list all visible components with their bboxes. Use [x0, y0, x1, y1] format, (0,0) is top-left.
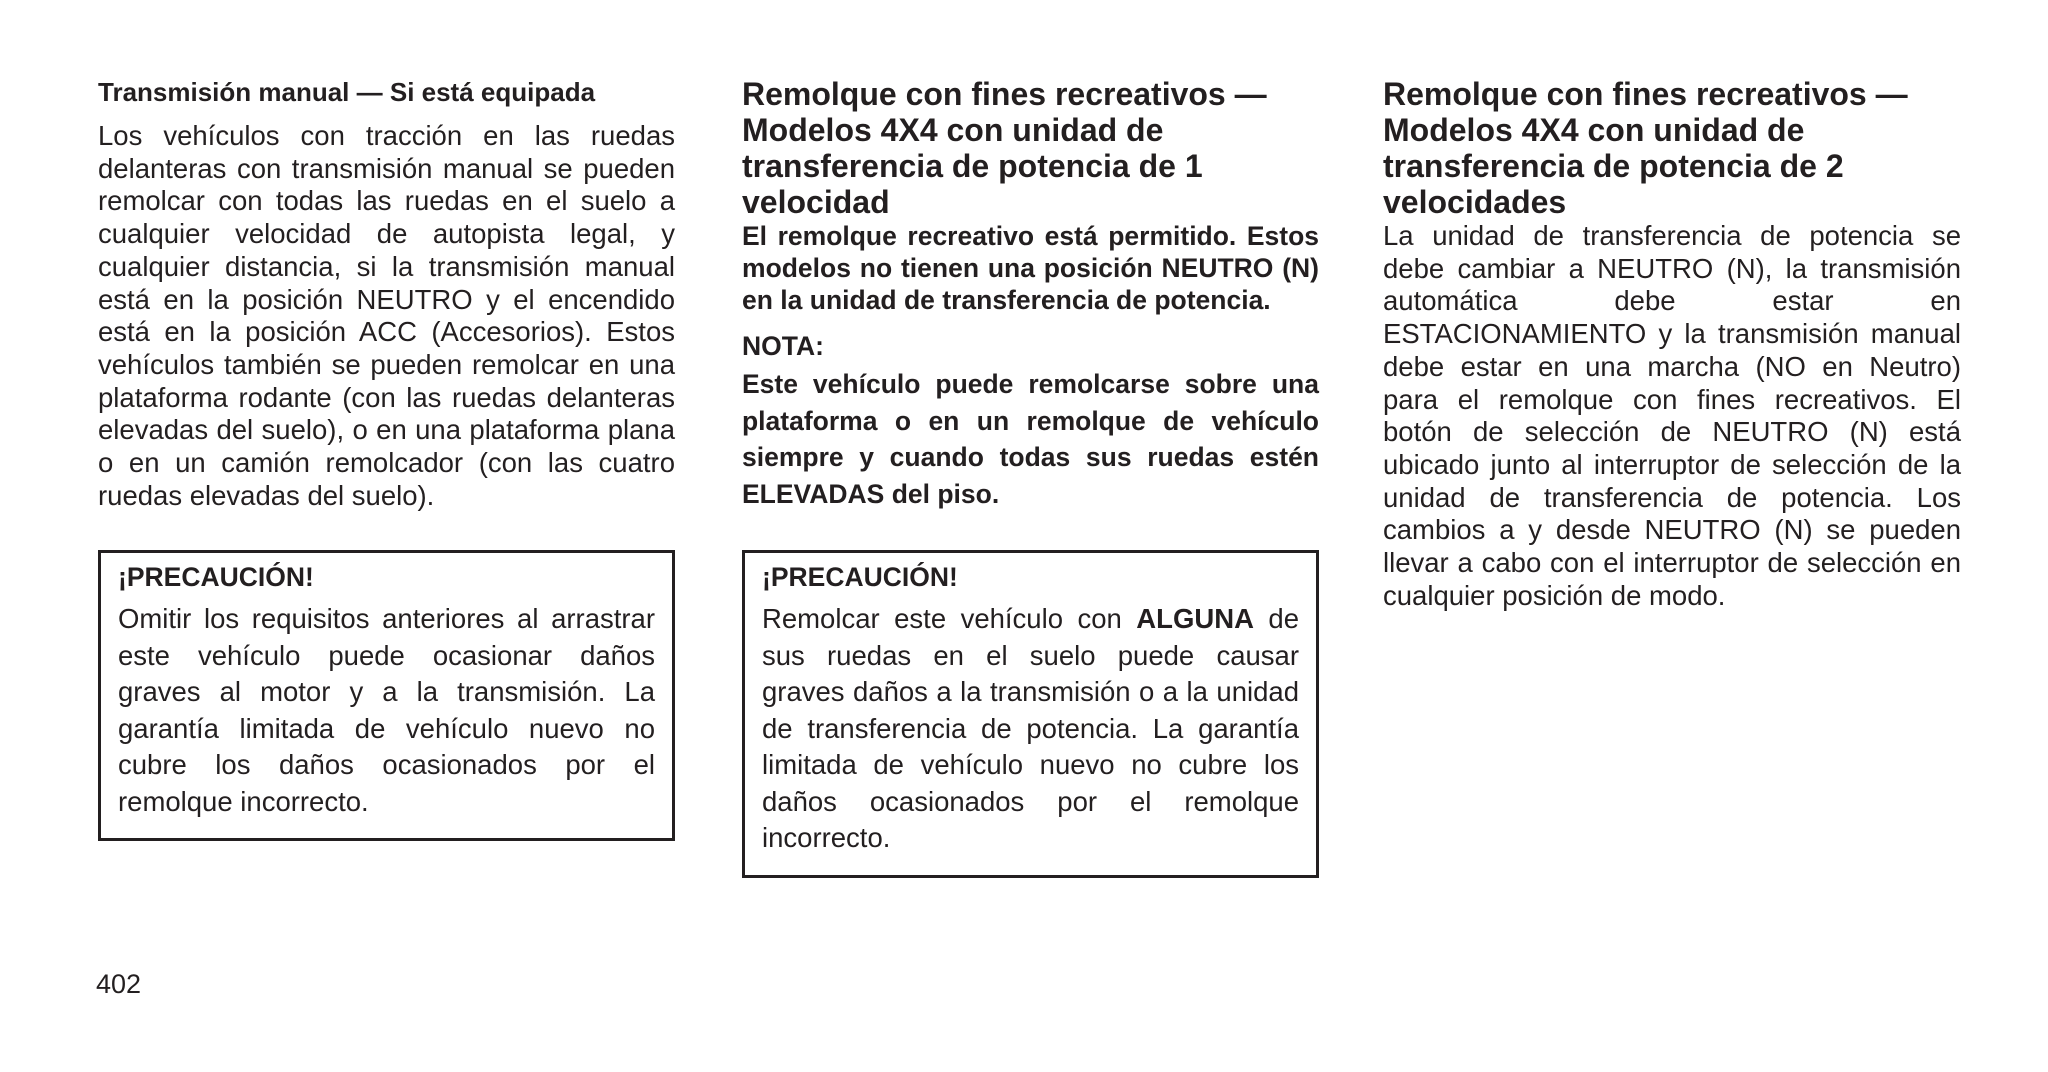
column-right [1383, 76, 1961, 612]
caution-text: Omitir los requisitos anteriores al arrastrar este vehículo puede ocasionar daños graves al motor y a la transmisión. La garantía limitada de vehículo nuevo no cubre los daños ocasionados por el remolque incorrecto. [118, 603, 655, 817]
two-speed-paragraph: La unidad de transferencia de potencia se debe cambiar a NEUTRO (N), la transmisión automática debe estar en ESTACIONAMIENTO y la transmisión manual debe estar en una marcha (NO en Neutro) para el remolque con fines recreativos. El botón de selección de NEUTRO (N) está ubicado junto al interruptor de selección de la unidad de transferencia de potencia. Los cambios a y desde NEUTRO (N) se pueden llevar a cabo con el interruptor de selección en cualquier posición de modo. [1383, 220, 1961, 611]
manual-transmission-subheading: Transmisión manual — Si está equipada [98, 77, 596, 107]
caution-box-manual [98, 550, 675, 841]
note-label: NOTA: [742, 331, 824, 361]
caution-title: ¡PRECAUCIÓN! [118, 562, 314, 593]
column-middle [742, 76, 1319, 878]
caution-text-end: de sus ruedas en el suelo puede causar graves daños a la transmisión o a la unidad de transferencia de potencia. La garantía limitada de vehículo nuevo no cubre los daños ocasionados por el remolque incorrecto. [762, 603, 1299, 853]
caution-text [762, 601, 1299, 857]
section-title-2-speed: Remolque con fines recreativos — Modelos 4X4 con unidad de transferencia de potencia de 2 velocidades [1383, 76, 1908, 220]
manual-transmission-paragraph: Los vehículos con tracción en las ruedas delanteras con transmisión manual se pueden remolcar con todas las ruedas en el suelo a cualquier velocidad de autopista legal, y cualquier distancia, si la transmisión manual está en la posición NEUTRO y el encendido está en la posición ACC (Accesorios). Estos vehículos también se pueden remolcar en una plataforma rodante (con las ruedas delanteras elevadas del suelo), o en una plataforma plana o en un camión remolcador (con las cuatro ruedas elevadas del suelo). [98, 120, 675, 511]
section-title-1-speed: Remolque con fines recreativos — Modelos 4X4 con unidad de transferencia de potencia de 1 velocidad [742, 76, 1267, 220]
note-text: Este vehículo puede remolcarse sobre una plataforma o en un remolque de vehículo siempre y cuando todas sus ruedas estén ELEVADAS del piso. [742, 369, 1319, 509]
caution-box-1-speed [742, 550, 1319, 878]
page-number: 402 [96, 969, 142, 999]
recreational-towing-permitted-text: El remolque recreativo está permitido. Estos modelos no tienen una posición NEUTRO (N) en la unidad de transferencia de potencia. [742, 221, 1319, 315]
caution-text-start: Remolcar este vehículo con [762, 603, 1137, 634]
column-left [98, 76, 675, 841]
caution-title: ¡PRECAUCIÓN! [762, 562, 958, 592]
caution-emphasis-word: ALGUNA [1136, 603, 1254, 634]
